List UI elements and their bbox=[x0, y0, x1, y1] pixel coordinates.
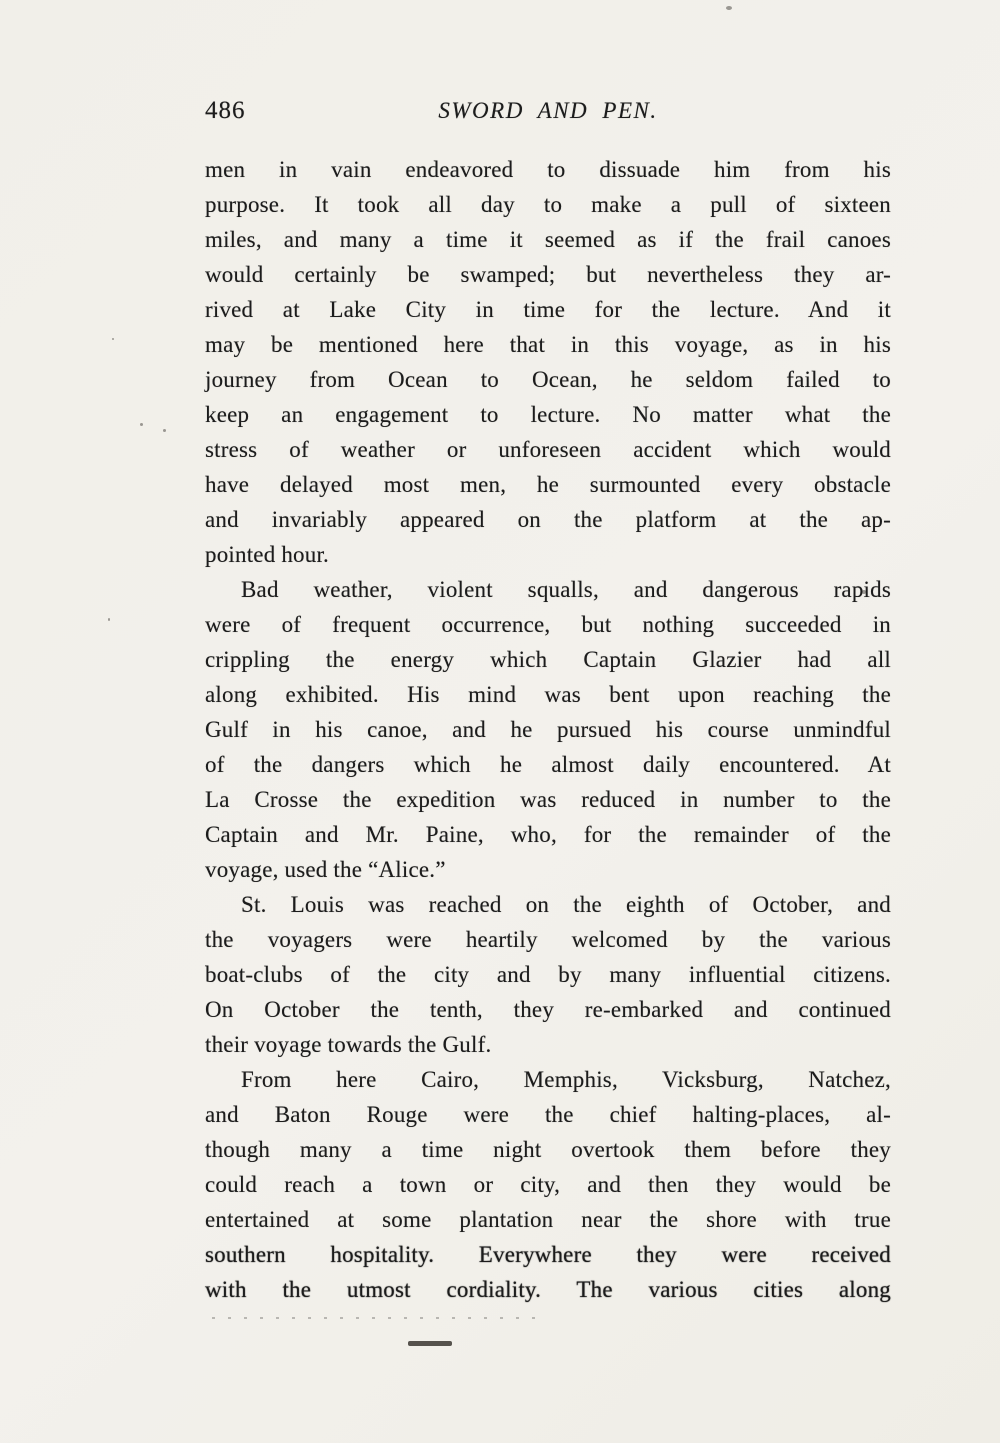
text-line: keep an engagement to lecture. No matter what the bbox=[205, 402, 891, 427]
text-line: may be mentioned here that in this voyage, as in his bbox=[205, 332, 891, 357]
scan-artifact bbox=[108, 618, 110, 621]
text-line: though many a time night overtook them before they bbox=[205, 1137, 891, 1162]
scan-artifact bbox=[140, 423, 143, 426]
text-line: On October the tenth, they re-embarked and continued bbox=[205, 997, 891, 1022]
paragraph bbox=[205, 887, 891, 1062]
text-line: Gulf in his canoe, and he pursued his course unmindful bbox=[205, 717, 891, 742]
scan-artifact bbox=[212, 1317, 542, 1319]
text-line: and invariably appeared on the platform at the ap- bbox=[205, 507, 891, 532]
text-line: could reach a town or city, and then they would be bbox=[205, 1172, 891, 1197]
text-line: rived at Lake City in time for the lecture. And it bbox=[205, 297, 891, 322]
text-line: stress of weather or unforeseen accident which would bbox=[205, 437, 891, 462]
text-line: with the utmost cordiality. The various cities along bbox=[205, 1277, 891, 1302]
text-line: would certainly be swamped; but nevertheless they ar- bbox=[205, 262, 891, 287]
text-line: purpose. It took all day to make a pull of sixteen bbox=[205, 192, 891, 217]
page-number: 486 bbox=[205, 97, 246, 124]
running-title: SWORD AND PEN. bbox=[438, 98, 658, 123]
page-body bbox=[205, 152, 891, 1307]
text-line: pointed hour. bbox=[205, 542, 329, 567]
text-line: Bad weather, violent squalls, and dangerous rapids bbox=[241, 577, 891, 602]
text-line: voyage, used the “Alice.” bbox=[205, 857, 446, 882]
paragraph bbox=[205, 572, 891, 887]
scan-artifact bbox=[112, 338, 114, 340]
text-line: entertained at some plantation near the shore with true bbox=[205, 1207, 891, 1232]
text-line: Captain and Mr. Paine, who, for the remainder of the bbox=[205, 822, 891, 847]
text-line: St. Louis was reached on the eighth of October, and bbox=[241, 892, 891, 917]
text-line: From here Cairo, Memphis, Vicksburg, Natchez, bbox=[241, 1067, 891, 1092]
text-line: men in vain endeavored to dissuade him from his bbox=[205, 157, 891, 182]
text-line: journey from Ocean to Ocean, he seldom failed to bbox=[205, 367, 891, 392]
text-line: southern hospitality. Everywhere they were received bbox=[205, 1242, 891, 1267]
text-line: have delayed most men, he surmounted every obstacle bbox=[205, 472, 891, 497]
text-line: of the dangers which he almost daily encountered. At bbox=[205, 752, 891, 777]
paragraph bbox=[205, 152, 891, 572]
scan-artifact bbox=[726, 6, 732, 10]
scan-artifact bbox=[408, 1341, 452, 1346]
text-line: their voyage towards the Gulf. bbox=[205, 1032, 492, 1057]
text-line: along exhibited. His mind was bent upon reaching the bbox=[205, 682, 891, 707]
text-line: the voyagers were heartily welcomed by the various bbox=[205, 927, 891, 952]
text-line: La Crosse the expedition was reduced in number to the bbox=[205, 787, 891, 812]
scan-artifact bbox=[163, 429, 166, 432]
paragraph bbox=[205, 1062, 891, 1307]
scan-artifact bbox=[862, 590, 866, 594]
page-header bbox=[205, 96, 891, 134]
text-line: were of frequent occurrence, but nothing succeeded in bbox=[205, 612, 891, 637]
text-line: boat-clubs of the city and by many influential citizens. bbox=[205, 962, 891, 987]
text-line: miles, and many a time it seemed as if the frail canoes bbox=[205, 227, 891, 252]
text-line: crippling the energy which Captain Glazier had all bbox=[205, 647, 891, 672]
text-line: and Baton Rouge were the chief halting-places, al- bbox=[205, 1102, 891, 1127]
